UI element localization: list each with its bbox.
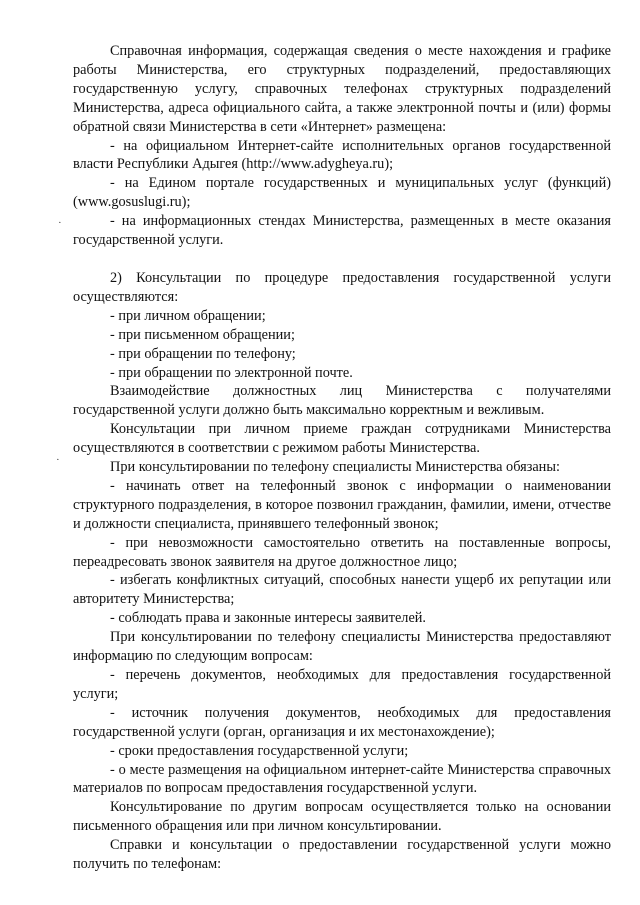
scan-speck: ·	[56, 454, 60, 466]
list-item-document-source: - источник получения документов, необходимых для предоставления государственной услуги (орган, организация и их местонахождение);	[73, 704, 611, 740]
document-page	[73, 42, 611, 874]
list-item-avoid-conflicts: - избегать конфликтных ситуаций, способных нанести ущерб их репутации или авторитету Министерства;	[73, 572, 611, 608]
list-item-deadlines: - сроки предоставления государственной услуги;	[110, 742, 409, 759]
paragraph-phone-topics: При консультировании по телефону специалисты Министерства предоставляют информацию по следующим вопросам:	[73, 629, 611, 665]
list-item-written: - при письменном обращении;	[110, 326, 295, 343]
paragraph-info-stands: - на информационных стендах Министерства, размещенных в месте оказания государственной услуги.	[73, 213, 611, 249]
paragraph-interaction: Взаимодействие должностных лиц Министерства с получателями государственной услуги должно быть максимально корректным и вежливым.	[73, 383, 611, 419]
list-item-documents: - перечень документов, необходимых для предоставления государственной услуги;	[73, 667, 611, 702]
list-item-redirect-call: - при невозможности самостоятельно ответить на поставленные вопросы, переадресовать звонок заявителя на другое должностное лицо;	[73, 534, 611, 570]
paragraph-official-site: - на официальном Интернет-сайте исполнительных органов государственной власти Республики Адыгея (http://www.adygheya.ru);	[73, 137, 611, 173]
paragraph-other-questions: Консультирование по другим вопросам осуществляется только на основании письменного обращения или при личном консультировании.	[73, 799, 611, 835]
paragraph-personal-reception: Консультации при личном приеме граждан сотрудниками Министерства осуществляются в соответствии с режимом работы Министерства.	[73, 421, 611, 457]
list-item-reference-materials: - о месте размещения на официальном интернет-сайте Министерства справочных материалов по вопросам предоставления государственной услуги.	[73, 761, 611, 797]
list-item-email: - при обращении по электронной почте.	[110, 364, 353, 381]
list-item-phone: - при обращении по телефону;	[110, 345, 296, 362]
paragraph-reference-info: Справочная информация, содержащая сведения о месте нахождения и графике работы Министерства, его структурных подразделений, предоставляющих государственную услугу, справочных телефонах структурных подразделений Министерства, адреса официального сайта, а также электронной почты и (или) формы обратной связи Министерства в сети «Интернет» размещена:	[73, 43, 611, 135]
paragraph-unified-portal: - на Едином портале государственных и муниципальных услуг (функций) (www.gosuslugi.ru);	[73, 175, 611, 211]
scan-speck: ·	[58, 217, 62, 229]
paragraph-phone-numbers: Справки и консультации о предоставлении государственной услуги можно получить по телефонам:	[73, 837, 611, 873]
paragraph-phone-obligations: При консультировании по телефону специалисты Министерства обязаны:	[110, 459, 560, 476]
list-item-answer-call: - начинать ответ на телефонный звонок с информации о наименовании структурного подразделения, в которое позвонил гражданин, фамилии, имени, отчестве и должности специалиста, принявшего телефонный звонок;	[73, 477, 611, 532]
paragraph-consultations-intro: 2) Консультации по процедуре предоставления государственной услуги осуществляются:	[73, 269, 611, 305]
list-item-respect-rights: - соблюдать права и законные интересы заявителей.	[110, 610, 427, 627]
list-item-personal: - при личном обращении;	[110, 307, 266, 324]
